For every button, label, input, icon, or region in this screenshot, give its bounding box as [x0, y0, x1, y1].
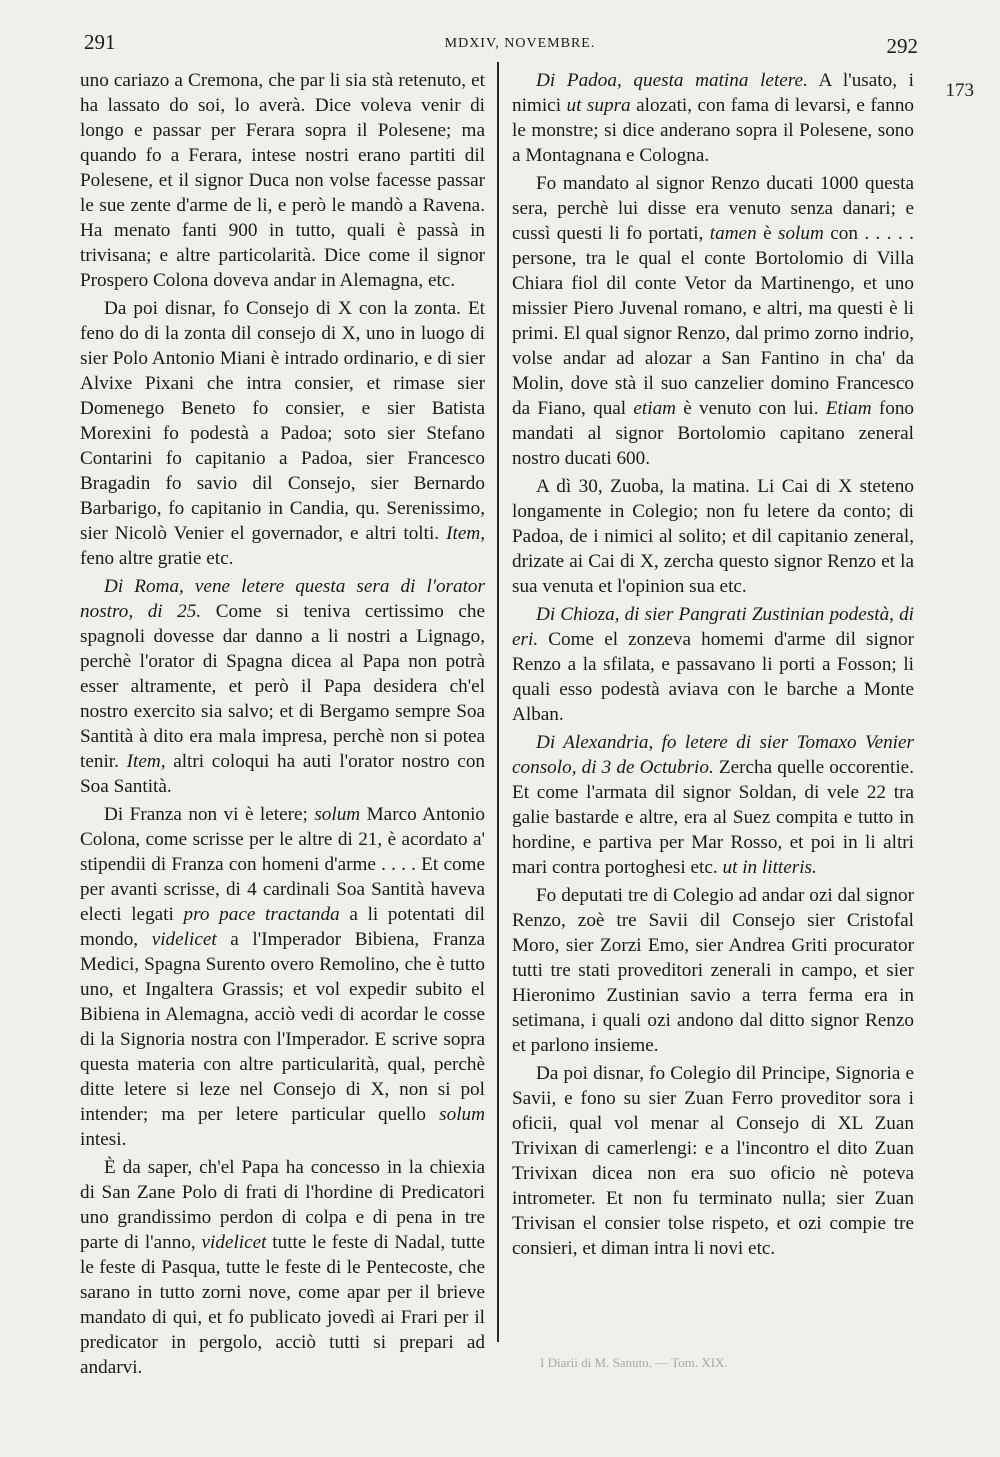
- paragraph: [512, 68, 914, 168]
- column-divider: [497, 62, 499, 1342]
- paragraph: [80, 68, 485, 293]
- paragraph: [512, 883, 914, 1058]
- text-run: Da poi disnar, fo Colegio dil Principe, Signoria e Savii, e fono su sier Zuan Ferro proveditor sora i oficii, qual vol menar al Consejo di XL Zuan Trivixan di camerlengi: e a l'incontro el dito Zuan Trivixan dicea non era suo oficio nè poteva intrometer. Et non fu terminato nulla; sier Zuan Trivisan el consier tolse rispeto, et ozi compie tre consieri, et diman intra li novi etc.: [512, 1063, 914, 1259]
- italic-run: ut in litteris.: [722, 857, 817, 878]
- text-run: alozati, con fama di levarsi, e fanno le monstre; si dice anderano sopra il Polesene, sono a Montagnana e Cologna.: [512, 95, 915, 166]
- text-run: A l'usato, i nimici: [512, 70, 914, 116]
- text-run: Come el zonzeva homemi d'arme dil signor Renzo a la sfilata, e passavano li porti a Fosson; li quali esso podestà aviava con le barche a Monte Alban.: [512, 629, 914, 725]
- paragraph: [80, 296, 485, 571]
- paragraph: [80, 1155, 485, 1380]
- italic-run: Di Padoa, questa matina letere.: [536, 70, 808, 91]
- page-header: [80, 28, 960, 62]
- text-run: fono mandati al signor Bortolomio capitano zeneral nostro ducati 600.: [512, 398, 915, 469]
- page-number-left: 291: [84, 30, 116, 54]
- italic-run: videlicet: [151, 929, 217, 950]
- italic-run: Etiam: [825, 398, 872, 419]
- left-column: [80, 68, 485, 1383]
- text-run: tutte le feste di Nadal, tutte le feste di Pasqua, tutte le feste di le Pentecoste, che sarano in tutto zorni nove, come apar per il brieve mandato di qui, et fo publicato jovedì ai Frari per il predicator in pergolo, acciò tutti si prepari ad andarvi.: [80, 1232, 486, 1378]
- italic-run: tamen: [709, 223, 757, 244]
- paragraph: [512, 474, 914, 599]
- italic-run: Di Roma, vene letere questa sera di l'orator nostro, di 25.: [80, 576, 485, 622]
- paragraph: [512, 1061, 914, 1261]
- text-run: Fo mandato al signor Renzo ducati 1000 questa sera, perchè lui disse era venuto senza danari; e cussì questi li fo portati,: [512, 173, 914, 244]
- running-title: MDXIV, NOVEMBRE.: [444, 36, 596, 51]
- italic-run: videlicet: [201, 1232, 267, 1253]
- text-run: con . . . . . persone, tra le qual el conte Bortolomio di Villa Chiara fiol dil conte Vetor da Martinengo, et uno missier Piero Juvenal romano, e altri, ma questi è li primi. El qual signor Renzo, dal primo zorno indrio, volse andar ad alozar a San Fantino in cha' da Molin, dove stà il suo canzelier domino Francesco da Fiano, qual: [512, 223, 914, 419]
- paragraph: [80, 574, 485, 799]
- text-run: Di Franza non vi è letere;: [104, 804, 315, 825]
- italic-run: Di Alexandria, fo letere di sier Tomaxo Venier consolo, di 3 de Octubrio.: [512, 732, 914, 778]
- paragraph: [80, 802, 485, 1152]
- italic-run: solum: [778, 223, 824, 244]
- margin-note: 173: [945, 80, 974, 101]
- paragraph: [512, 602, 914, 727]
- text-run: altri coloqui ha auti l'orator nostro con Soa Santità.: [80, 751, 486, 797]
- text-run: È da saper, ch'el Papa ha concesso in la chiexia di San Zane Polo di frati di l'hordine di Predicatori uno grandissimo perdon di colpa e di pena in tre parte di l'anno,: [80, 1157, 485, 1253]
- text-run: intesi.: [80, 1129, 127, 1150]
- text-run: è venuto con lui.: [676, 398, 826, 419]
- footer-bleed-through: I Diarii di M. Sanuto. — Tom. XIX.: [540, 1355, 728, 1370]
- italic-run: solum: [439, 1104, 485, 1125]
- italic-run: pro pace tractanda: [183, 904, 340, 925]
- italic-run: Item,: [126, 751, 166, 772]
- italic-run: ut supra: [566, 95, 631, 116]
- right-column: [512, 68, 914, 1264]
- text-run: Zercha quelle occorentie. Et come l'armata dil signor Soldan, di vele 22 tra galie bastarde e altre, era al Suez compita e tutto in hordine, e partiva per Mar Rosso, et poi in li altri mari contra portoghesi etc.: [512, 757, 914, 878]
- text-run: A dì 30, Zuoba, la matina. Li Cai di X steteno longamente in Colegio; non fu letere da conto; di Padoa, de i nimici al solito; et dil capitanio zeneral, drizate ai Cai di X, zercha questo signor Renzo et la sua venuta et l'opinion sua etc.: [512, 476, 914, 597]
- text-run: a l'Imperador Bibiena, Franza Medici, Spagna Surento overo Remolino, che è tutto uno, et Ingaltera Grassis; et vol expedir subito el Bibiena in Alemagna, acciò vedi di acordar le cosse di la Signoria nostra con l'Imperador. E scrive sopra questa materia con altre particularità, qual, perchè ditte letere si leze nel Consejo di X, non si pol intender; ma per letere particular quello: [80, 929, 485, 1125]
- text-run: Fo deputati tre di Colegio ad andar ozi dal signor Renzo, zoè tre Savii dil Consejo sier Cristofal Moro, sier Zorzi Emo, sier Andrea Griti procurator tutti tre stati proveditori zenerali in campo, et sier Hieronimo Zustinian savio a terra ferma era in setimana, i quali ozi andono dal ditto signor Renzo et parlono insieme.: [512, 885, 914, 1056]
- italic-run: etiam: [633, 398, 677, 419]
- text-run: a li potentati dil mondo,: [80, 904, 485, 950]
- italic-run: solum: [314, 804, 361, 825]
- paragraph: [512, 171, 914, 471]
- paragraph: [512, 730, 914, 880]
- text-run: è: [756, 223, 778, 244]
- text-run: feno altre gratie etc.: [80, 548, 234, 569]
- italic-run: Item,: [446, 523, 485, 544]
- italic-run: Di Chioza, di sier Pangrati Zustinian podestà, di eri.: [512, 604, 914, 650]
- text-run: uno cariazo a Cremona, che par li sia stà retenuto, et ha lassato do soi, lo averà. Dice voleva venir di longo e passar per Ferara sopra il Polesene; ma quando fo a Ferara, intese nostri erano partiti dil Polesene, et il signor Duca non volse facesse passar le sue zente d'arme de li, e però le mandò a Ravena. Ha menato fanti 900 in tutto, quali è passà in trivisana; e altre particolarità. Dice come il signor Prospero Colona doveva andar in Alemagna, etc.: [80, 70, 485, 291]
- text-run: Da poi disnar, fo Consejo di X con la zonta. Et feno do di la zonta dil consejo di X, uno in luogo di sier Polo Antonio Miani è intrado ordinario, e di sier Alvixe Pixani che intra consier, et rimase sier Domenego Beneto fo consier, e sier Batista Morexini fo podestà a Padoa; soto sier Stefano Contarini fo capitanio a Padoa, sier Francesco Bragadin fo savio dil Consejo, sier Bernardo Barbarigo, fo capitanio in Candia, qu. Serenissimo, sier Nicolò Venier el governador, e altri tolti.: [80, 298, 485, 544]
- text-run: Marco Antonio Colona, come scrisse per le altre di 21, è acordato a' stipendii di Franza con homeni d'arme . . . . Et come per avanti scrisse, di 4 cardinali Soa Santità haveva electi legati: [80, 804, 485, 925]
- text-run: Come si teniva certissimo che spagnoli dovesse dar danno a li nostri a Lignago, perchè l'orator di Spagna dicea al Papa non potrà esser altramente, et però il Papa desidera ch'el nostro exercito sia salvo; et di Bergamo sempre Soa Santità à dito era mala impresa, perchè non si potea tenir.: [80, 601, 485, 772]
- page-number-right: 292: [886, 34, 918, 58]
